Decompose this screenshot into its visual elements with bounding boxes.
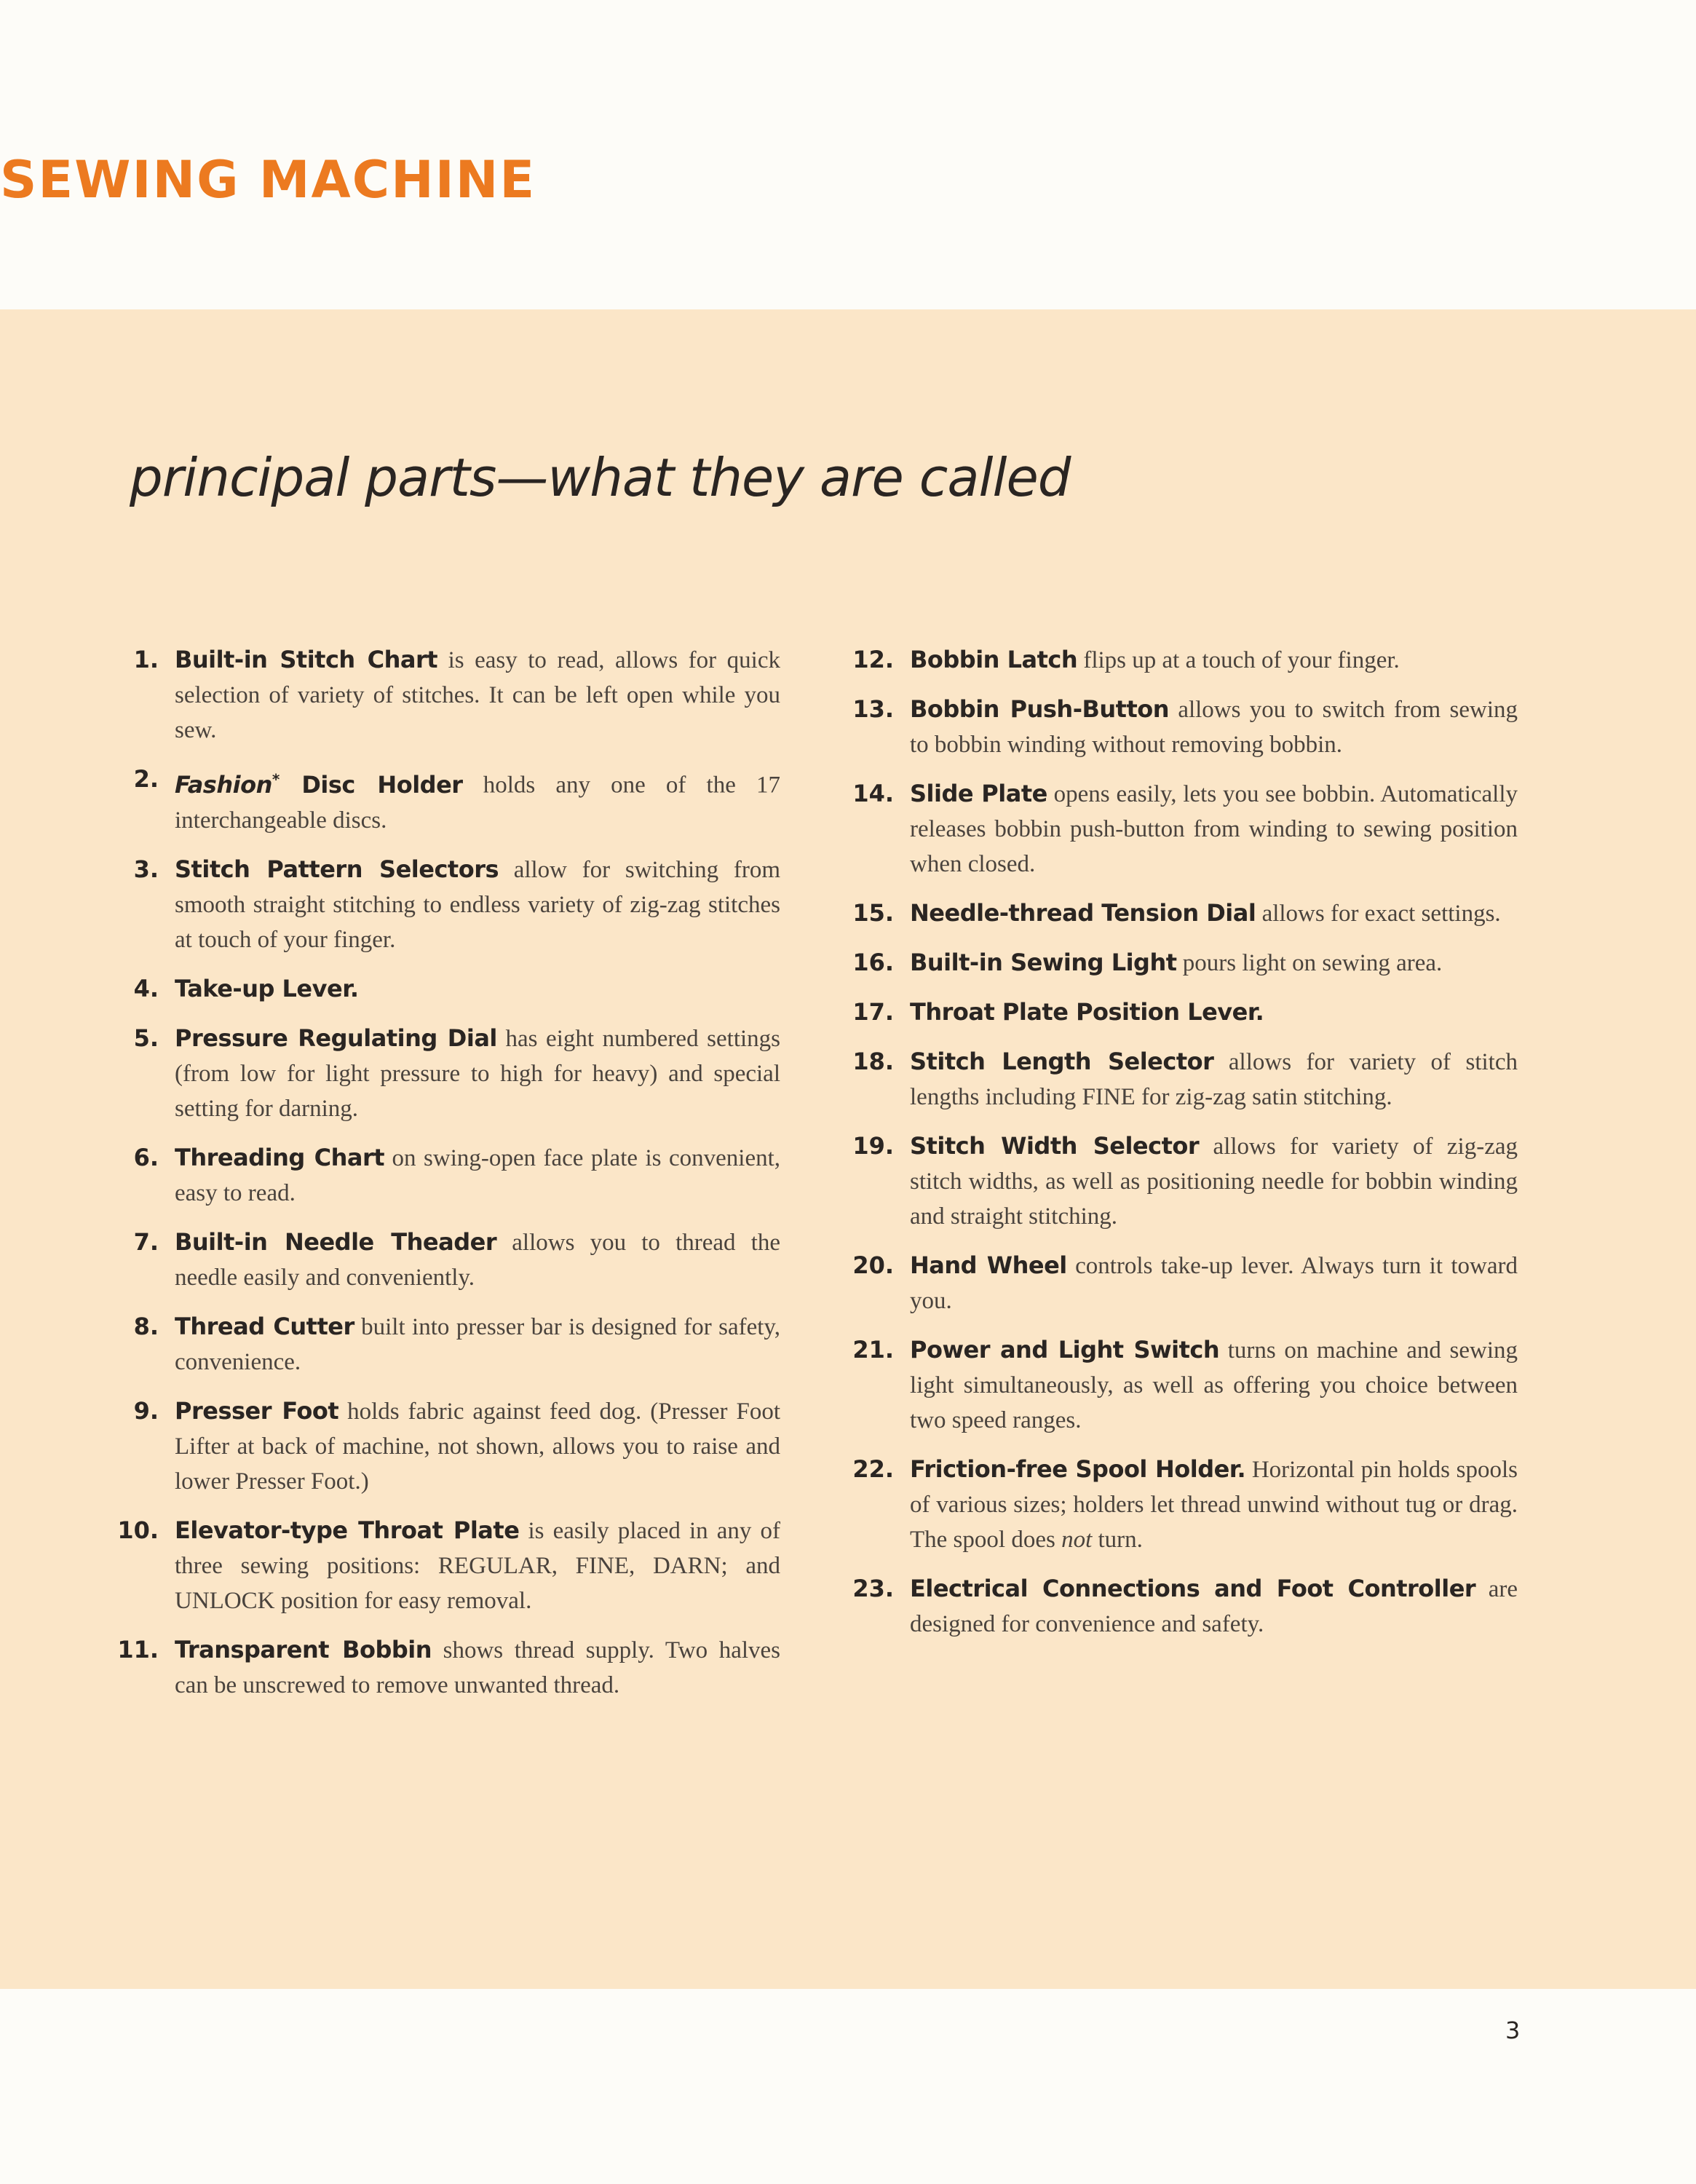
item-number: 12. [852, 646, 894, 673]
part-name: Take-up Lever. [175, 974, 359, 1002]
part-description: opens easily, lets you see bobbin. Automatically releases bobbin push-button from winding to sewing position when closed. [910, 781, 1518, 877]
item-number: 4. [133, 974, 159, 1002]
list-item [844, 1248, 1518, 1318]
list-item [109, 761, 780, 838]
item-number: 19. [852, 1132, 894, 1160]
item-number: 6. [133, 1143, 159, 1171]
item-number: 10. [117, 1516, 159, 1544]
part-name: Thread Cutter [175, 1312, 354, 1340]
item-number: 18. [852, 1048, 894, 1075]
part-description: allow for switching from smooth straight stitching to endless variety of zig-zag stitches at touch of your finger. [175, 856, 780, 953]
part-name: Bobbin Push-Button [910, 695, 1170, 723]
item-number: 14. [852, 780, 894, 807]
part-name: Throat Plate Position Lever. [910, 998, 1264, 1026]
item-number: 17. [852, 998, 894, 1026]
parts-list-right [844, 642, 1518, 1655]
list-item [109, 1513, 780, 1618]
item-number: 5. [133, 1024, 159, 1052]
item-number: 22. [852, 1455, 894, 1483]
part-description: has eight numbered settings (from low for light pressure to high for heavy) and special setting for darning. [175, 1025, 780, 1122]
list-item [109, 1632, 780, 1703]
part-name: Slide Plate [910, 780, 1047, 807]
item-number: 11. [117, 1635, 159, 1663]
part-description: holds fabric against feed dog. (Presser Foot Lifter at back of machine, not shown, allows you to raise and lower Presser Foot.) [175, 1398, 780, 1495]
part-name: Pressure Regulating Dial [175, 1024, 497, 1052]
list-item [844, 1571, 1518, 1642]
part-name: Built-in Needle Theader [175, 1227, 497, 1256]
part-name [175, 771, 463, 799]
part-description: are designed for convenience and safety. [910, 1576, 1518, 1637]
list-item [844, 994, 1518, 1030]
part-description: is easily placed in any of three sewing positions: REGULAR, FINE, DARN; and UNLOCK position for easy removal. [175, 1517, 780, 1614]
list-item [109, 1140, 780, 1211]
list-item [844, 1044, 1518, 1115]
part-name: Built-in Stitch Chart [175, 646, 438, 673]
part-name: Stitch Pattern Selectors [175, 855, 499, 883]
list-item [109, 642, 780, 748]
part-description-text: Horizontal pin holds spools of various sizes; holders let thread unwind without tug or drag. The spool does [910, 1457, 1518, 1553]
page-header-title: SEWING MACHINE [0, 150, 536, 210]
section-subtitle: principal parts—what they are called [130, 447, 1071, 508]
list-item [844, 692, 1518, 762]
part-description: pours light on sewing area. [1176, 950, 1443, 976]
part-name: Stitch Width Selector [910, 1132, 1200, 1160]
item-number: 8. [133, 1312, 159, 1340]
list-item [109, 1393, 780, 1499]
part-name: Transparent Bobbin [175, 1635, 432, 1663]
item-number: 23. [852, 1575, 894, 1602]
list-item [844, 895, 1518, 931]
part-name: Electrical Connections and Foot Controller [910, 1575, 1476, 1602]
part-name: Hand Wheel [910, 1251, 1067, 1279]
part-description: allows you to switch from sewing to bobbin winding without removing bobbin. [910, 697, 1518, 758]
item-number: 9. [133, 1396, 159, 1425]
part-description: turns on machine and sewing light simultaneously, as well as offering you choice between two speed ranges. [910, 1337, 1518, 1433]
list-item [844, 776, 1518, 882]
part-name-trademark: Fashion [175, 770, 272, 799]
list-item [109, 852, 780, 957]
parts-list-left [109, 642, 780, 1717]
part-name: Needle-thread Tension Dial [910, 899, 1256, 927]
list-item [109, 1021, 780, 1126]
part-description: allows you to thread the needle easily and conveniently. [175, 1229, 781, 1291]
part-description: on swing-open face plate is convenient, easy to read. [175, 1144, 781, 1206]
part-name: Bobbin Latch [910, 646, 1078, 673]
part-description: is easy to read, allows for quick selection of variety of stitches. It can be left open while you sew. [175, 647, 780, 743]
item-number: 1. [133, 646, 159, 673]
part-name: Elevator-type Throat Plate [175, 1516, 520, 1544]
list-item [844, 1128, 1518, 1234]
part-name: Power and Light Switch [910, 1336, 1220, 1364]
part-description: flips up at a touch of your finger. [1077, 647, 1400, 673]
part-description: holds any one of the 17 interchangeable discs. [175, 772, 780, 834]
item-number: 16. [852, 949, 894, 976]
part-name: Presser Foot [175, 1396, 339, 1425]
part-description-emphasis: not [1061, 1527, 1093, 1553]
part-description-end: turn. [1092, 1527, 1143, 1553]
page-number: 3 [1505, 2017, 1521, 2044]
part-description: built into presser bar is designed for safety, convenience. [175, 1313, 781, 1375]
list-item [109, 1309, 780, 1380]
item-number: 13. [852, 695, 894, 723]
list-item [844, 1332, 1518, 1438]
part-name-rest: Disc Holder [279, 770, 463, 799]
list-item [109, 971, 780, 1007]
item-number: 15. [852, 899, 894, 927]
list-item [109, 1224, 780, 1295]
list-item [844, 1452, 1518, 1557]
part-name: Friction-free Spool Holder. [910, 1455, 1246, 1483]
list-item [844, 945, 1518, 981]
part-name: Built-in Sewing Light [910, 949, 1177, 976]
part-description: allows for exact settings. [1256, 901, 1501, 927]
item-number: 20. [852, 1251, 894, 1279]
part-description: shows thread supply. Two halves can be unscrewed to remove unwanted thread. [175, 1637, 781, 1698]
part-name: Threading Chart [175, 1143, 385, 1171]
item-number: 7. [133, 1227, 159, 1256]
part-name: Stitch Length Selector [910, 1048, 1214, 1075]
list-item [844, 642, 1518, 678]
part-description: controls take-up lever. Always turn it toward you. [910, 1253, 1518, 1314]
item-number: 21. [852, 1336, 894, 1364]
part-description: allows for variety of stitch lengths including FINE for zig-zag satin stitching. [910, 1049, 1518, 1110]
item-number: 2. [133, 765, 159, 793]
item-number: 3. [133, 855, 159, 883]
trademark-mark: * [272, 770, 280, 788]
part-description: allows for variety of zig-zag stitch widths, as well as positioning needle for bobbin winding and straight stitching. [910, 1133, 1518, 1230]
